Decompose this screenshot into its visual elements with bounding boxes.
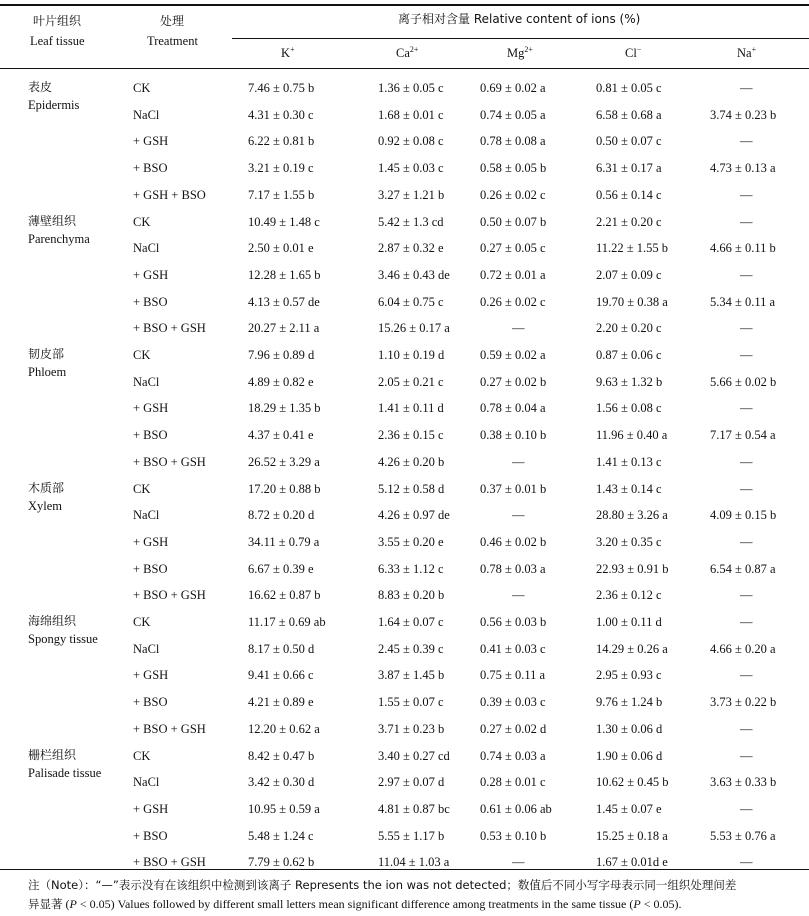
header-ion-na [737,45,756,61]
treatment-label: CK [133,214,151,229]
not-detected-dash: — [740,748,753,763]
tissue-label-en: Parenchyma [28,231,90,246]
treatment-label: + BSO [133,695,168,710]
value-mg: 0.27 ± 0.05 c [480,241,546,256]
value-k: 5.48 ± 1.24 c [248,828,314,843]
treatment-label: NaCl [133,374,160,389]
note-p-value-2: (P < 0.05). [629,897,682,911]
not-detected-dash: — [740,588,753,603]
value-cl: 0.87 ± 0.06 c [596,348,662,362]
value-cl: 0.50 ± 0.07 c [596,134,662,149]
tissue-label-zh: 表皮 [28,80,53,94]
value-k: 4.13 ± 0.57 de [248,294,320,309]
value-mg: 0.26 ± 0.02 c [480,187,546,202]
value-cl: 6.58 ± 0.68 a [596,107,662,122]
not-detected-dash: — [740,454,753,469]
value-ca: 3.71 ± 0.23 b [378,721,445,736]
not-detected-dash: — [512,508,525,523]
treatment-label: + BSO + GSH [133,454,206,469]
ions-rule [232,38,809,39]
value-cl: 1.30 ± 0.06 d [596,721,663,736]
value-mg: 0.26 ± 0.02 c [480,294,546,309]
value-ca: 3.87 ± 1.45 b [378,668,445,683]
not-detected-dash: — [740,81,753,95]
tissue-label-zh: 薄壁组织 [28,213,77,228]
treatment-label: NaCl [133,641,160,656]
value-cl: 2.21 ± 0.20 c [596,214,662,229]
value-ca: 2.05 ± 0.21 c [378,374,444,389]
ion-mg-sup: 2+ [524,44,533,54]
value-na: 4.66 ± 0.20 a [710,641,776,656]
value-k: 10.49 ± 1.48 c [248,214,320,229]
tissue-label-en: Phloem [28,365,67,379]
value-k: 34.11 ± 0.79 a [248,534,320,549]
value-cl: 9.63 ± 1.32 b [596,374,663,389]
value-ca: 4.26 ± 0.20 b [378,454,445,469]
ion-na-base: Na [737,46,752,60]
not-detected-dash: — [740,267,753,282]
header-ion-cl [625,45,641,61]
value-cl: 28.80 ± 3.26 a [596,508,668,523]
treatment-label: CK [133,615,151,629]
not-detected-dash: — [740,855,753,870]
treatment-label: + BSO [133,828,168,843]
value-ca: 4.26 ± 0.97 de [378,508,450,523]
value-k: 4.89 ± 0.82 e [248,374,314,389]
value-k: 8.17 ± 0.50 d [248,641,315,656]
treatment-label: + GSH + BSO [133,187,206,202]
value-mg: 0.38 ± 0.10 b [480,428,547,443]
value-cl: 19.70 ± 0.38 a [596,294,668,309]
value-mg: 0.37 ± 0.01 b [480,481,547,496]
tissue-label-zh: 海绵组织 [28,614,77,628]
value-mg: 0.59 ± 0.02 a [480,348,546,362]
value-ca: 6.04 ± 0.75 c [378,294,444,309]
value-ca: 3.55 ± 0.20 e [378,534,444,549]
value-ca: 4.81 ± 0.87 bc [378,801,450,816]
value-k: 18.29 ± 1.35 b [248,401,321,416]
not-detected-dash: — [740,721,753,736]
value-cl: 6.31 ± 0.17 a [596,161,662,176]
value-ca: 3.27 ± 1.21 b [378,187,445,202]
header-treatment-en: Treatment [147,34,198,48]
value-ca: 1.36 ± 0.05 c [378,81,444,95]
value-na: 7.17 ± 0.54 a [710,428,776,443]
value-mg: 0.27 ± 0.02 b [480,374,547,389]
value-cl: 22.93 ± 0.91 b [596,561,669,576]
value-na: 6.54 ± 0.87 a [710,561,776,576]
not-detected-dash: — [512,454,525,469]
value-mg: 0.56 ± 0.03 b [480,615,547,629]
value-na: 4.66 ± 0.11 b [710,241,776,256]
value-mg: 0.46 ± 0.02 b [480,534,547,549]
value-ca: 2.97 ± 0.07 d [378,775,445,790]
value-mg: 0.74 ± 0.03 a [480,748,546,763]
value-ca: 1.45 ± 0.03 c [378,161,444,176]
note-line-1 [28,876,736,895]
value-k: 7.17 ± 1.55 b [248,187,315,202]
value-cl: 1.90 ± 0.06 d [596,748,663,763]
value-cl: 2.95 ± 0.93 c [596,668,662,683]
treatment-label: NaCl [133,508,160,523]
treatment-label: + BSO + GSH [133,721,206,736]
treatment-label: + GSH [133,668,169,683]
value-ca: 0.92 ± 0.08 c [378,134,444,149]
value-k: 12.20 ± 0.62 a [248,721,320,736]
treatment-label: + GSH [133,801,169,816]
value-k: 4.21 ± 0.89 e [248,695,314,710]
treatment-label: + GSH [133,267,169,282]
value-mg: 0.78 ± 0.03 a [480,561,546,576]
not-detected-dash: — [740,534,753,549]
value-ca: 5.55 ± 1.17 b [378,828,445,843]
value-k: 7.96 ± 0.89 d [248,348,315,362]
ion-mg-base: Mg [507,46,525,60]
note-line-2-en: Values followed by different small letters mean significant difference among treatments in the same tissue [114,897,630,911]
value-k: 4.37 ± 0.41 e [248,428,314,443]
value-mg: 0.27 ± 0.02 d [480,721,547,736]
value-k: 17.20 ± 0.88 b [248,481,321,496]
treatment-label: NaCl [133,107,160,122]
ion-ca-base: Ca [396,46,410,60]
not-detected-dash: — [740,615,753,629]
treatment-label: + BSO + GSH [133,855,206,870]
value-cl: 1.43 ± 0.14 c [596,481,662,496]
treatment-label: + BSO + GSH [133,321,206,336]
value-k: 26.52 ± 3.29 a [248,454,320,469]
value-cl: 1.45 ± 0.07 e [596,801,662,816]
header-ion-ca [396,45,418,61]
note-line-2 [28,895,736,914]
tissue-label-zh: 韧皮部 [28,347,65,361]
value-k: 7.79 ± 0.62 b [248,855,315,870]
value-cl: 14.29 ± 0.26 a [596,641,668,656]
value-mg: 0.69 ± 0.02 a [480,81,546,95]
ion-na-sup: + [751,44,757,54]
value-k: 6.67 ± 0.39 e [248,561,314,576]
tissue-label-en: Palisade tissue [28,765,102,780]
tissue-label-en: Xylem [28,498,63,513]
header-ions-title: 离子相对含量 Relative content of ions (%) [398,12,641,26]
value-mg: 0.41 ± 0.03 c [480,641,546,656]
treatment-label: + BSO [133,428,168,443]
value-na: 4.09 ± 0.15 b [710,508,777,523]
header-treatment-zh: 处理 [160,14,185,28]
treatment-label: + GSH [133,401,169,416]
value-cl: 1.56 ± 0.08 c [596,401,662,416]
value-cl: 2.36 ± 0.12 c [596,588,662,603]
value-cl: 9.76 ± 1.24 b [596,695,663,710]
value-cl: 1.41 ± 0.13 c [596,454,662,469]
value-na: 5.66 ± 0.02 b [710,374,777,389]
value-ca: 1.10 ± 0.19 d [378,348,445,362]
not-detected-dash: — [740,134,753,149]
value-ca: 3.40 ± 0.27 cd [378,748,450,763]
ion-ca-sup: 2+ [409,44,419,54]
value-na: 4.73 ± 0.13 a [710,161,776,176]
value-ca: 11.04 ± 1.03 a [378,855,450,870]
tissue-label-zh: 木质部 [28,480,65,495]
note-line-2-zh: 异显著 [28,897,63,911]
value-k: 6.22 ± 0.81 b [248,134,315,149]
treatment-label: + BSO [133,561,168,576]
value-na: 3.73 ± 0.22 b [710,695,777,710]
value-k: 4.31 ± 0.30 c [248,107,314,122]
value-k: 11.17 ± 0.69 ab [248,615,326,629]
value-ca: 8.83 ± 0.20 b [378,588,445,603]
treatment-label: CK [133,481,151,496]
not-detected-dash: — [740,187,753,202]
not-detected-dash: — [512,855,525,870]
value-ca: 5.42 ± 1.3 cd [378,214,444,229]
ion-k-sup: + [290,44,295,54]
value-ca: 6.33 ± 1.12 c [378,561,444,576]
header-ion-k [281,45,295,61]
value-cl: 2.07 ± 0.09 c [596,267,662,282]
value-cl: 0.81 ± 0.05 c [596,81,662,95]
treatment-label: + BSO [133,294,168,309]
note-line-1-text: 注（Note）：“—”表示没有在该组织中检测到该离子 Represents the ion was not detected；数值后不同小写字母表示同一组织处理间差 [28,878,737,892]
header-tissue-zh: 叶片组织 [33,14,82,28]
value-k: 7.46 ± 0.75 b [248,81,315,95]
note-p-value-1: (P < 0.05) [65,897,115,911]
value-mg: 0.39 ± 0.03 c [480,695,546,710]
top-rule [0,4,809,6]
treatment-label: + BSO [133,161,168,176]
value-cl: 1.00 ± 0.11 d [596,615,662,629]
value-na: 5.34 ± 0.11 a [710,294,776,309]
value-na: 3.63 ± 0.33 b [710,775,777,790]
value-k: 16.62 ± 0.87 b [248,588,321,603]
treatment-label: CK [133,81,151,95]
value-mg: 0.58 ± 0.05 b [480,161,547,176]
value-cl: 11.22 ± 1.55 b [596,241,669,256]
value-mg: 0.78 ± 0.08 a [480,134,546,149]
value-ca: 1.64 ± 0.07 c [378,615,444,629]
value-ca: 1.55 ± 0.07 c [378,695,444,710]
value-k: 2.50 ± 0.01 e [248,241,314,256]
value-cl: 15.25 ± 0.18 a [596,828,668,843]
treatment-label: CK [133,748,151,763]
value-k: 8.72 ± 0.20 d [248,508,315,523]
value-ca: 2.87 ± 0.32 e [378,241,444,256]
value-cl: 3.20 ± 0.35 c [596,534,662,549]
value-cl: 2.20 ± 0.20 c [596,321,662,336]
value-cl: 11.96 ± 0.40 a [596,428,668,443]
not-detected-dash: — [512,588,525,603]
value-k: 3.21 ± 0.19 c [248,161,314,176]
value-k: 12.28 ± 1.65 b [248,267,321,282]
value-ca: 1.68 ± 0.01 c [378,107,444,122]
value-mg: 0.61 ± 0.06 ab [480,801,552,816]
value-ca: 5.12 ± 0.58 d [378,481,445,496]
value-mg: 0.78 ± 0.04 a [480,401,546,416]
treatment-label: + GSH [133,134,169,149]
header-tissue-en: Leaf tissue [30,34,85,48]
value-mg: 0.74 ± 0.05 a [480,107,546,122]
treatment-label: NaCl [133,241,160,256]
ion-k-base: K [281,46,291,60]
value-ca: 1.41 ± 0.11 d [378,401,444,416]
value-k: 3.42 ± 0.30 d [248,775,315,790]
treatment-label: + GSH [133,534,169,549]
value-k: 20.27 ± 2.11 a [248,321,320,336]
not-detected-dash: — [740,214,753,229]
value-mg: 0.72 ± 0.01 a [480,267,546,282]
not-detected-dash: — [740,801,753,816]
ion-cl-sup: − [636,44,642,54]
tissue-label-zh: 栅栏组织 [28,747,77,762]
value-k: 8.42 ± 0.47 b [248,748,315,763]
value-cl: 1.67 ± 0.01d e [596,855,668,870]
value-mg: 0.50 ± 0.07 b [480,214,547,229]
value-ca: 3.46 ± 0.43 de [378,267,450,282]
treatment-label: NaCl [133,775,160,790]
value-mg: 0.28 ± 0.01 c [480,775,546,790]
not-detected-dash: — [512,321,525,336]
value-cl: 10.62 ± 0.45 b [596,775,669,790]
header-ion-mg [507,45,533,61]
not-detected-dash: — [740,668,753,683]
header-rule [0,68,809,69]
value-mg: 0.53 ± 0.10 b [480,828,547,843]
not-detected-dash: — [740,348,753,362]
table-note [28,876,736,914]
not-detected-dash: — [740,401,753,416]
value-k: 9.41 ± 0.66 c [248,668,314,683]
value-ca: 2.36 ± 0.15 c [378,428,444,443]
value-ca: 15.26 ± 0.17 a [378,321,450,336]
value-mg: 0.75 ± 0.11 a [480,668,546,683]
value-na: 3.74 ± 0.23 b [710,107,777,122]
tissue-label-en: Epidermis [28,98,80,112]
not-detected-dash: — [740,321,753,336]
tissue-label-en: Spongy tissue [28,632,98,646]
value-ca: 2.45 ± 0.39 c [378,641,444,656]
value-k: 10.95 ± 0.59 a [248,801,320,816]
ion-cl-base: Cl [625,46,637,60]
treatment-label: + BSO + GSH [133,588,206,603]
value-na: 5.53 ± 0.76 a [710,828,776,843]
not-detected-dash: — [740,481,753,496]
value-cl: 0.56 ± 0.14 c [596,187,662,202]
treatment-label: CK [133,348,151,362]
